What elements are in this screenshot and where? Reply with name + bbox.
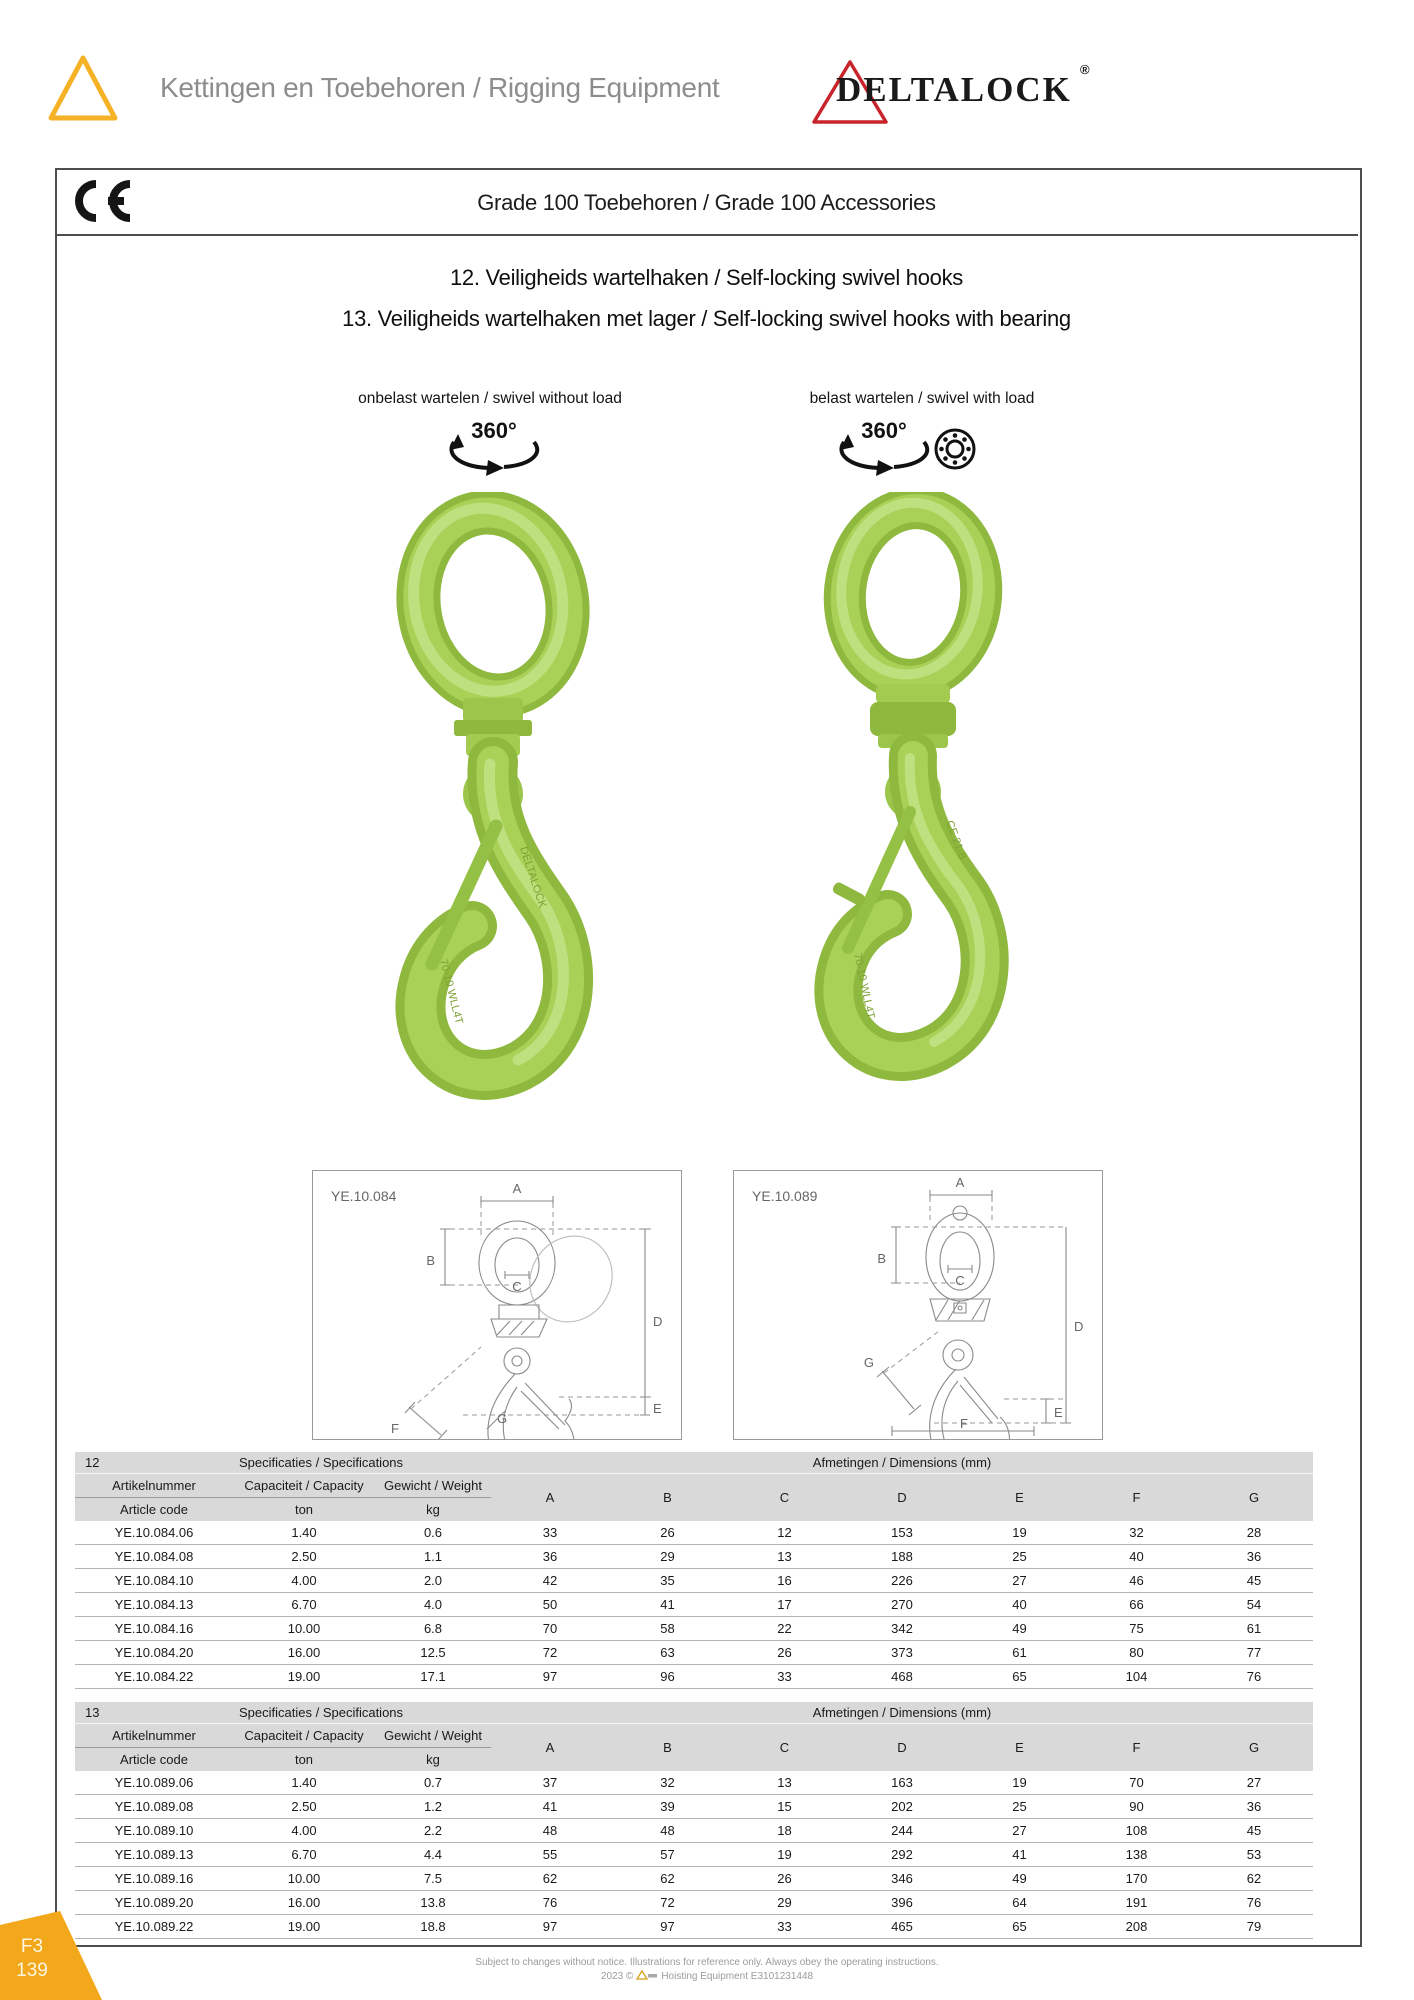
page-title: Kettingen en Toebehoren / Rigging Equipment [160, 72, 720, 103]
weight-cell: 13.8 [420, 1895, 446, 1910]
dim-e-cell: 25 [1012, 1549, 1027, 1564]
weight-cell: 4.0 [423, 1597, 443, 1612]
dim-b-cell: 62 [660, 1871, 675, 1886]
col-header-g: G [1195, 1724, 1313, 1772]
table-row [75, 1521, 1313, 1545]
dim-d-cell: 468 [891, 1669, 913, 1684]
capacity-cell: 16.00 [287, 1895, 321, 1910]
dim-c-cell: 29 [777, 1895, 792, 1910]
svg-text:D: D [1074, 1319, 1084, 1334]
dim-d-cell: 396 [891, 1895, 913, 1910]
dim-f-cell: 104 [1125, 1669, 1148, 1684]
dim-g-cell: 36 [1246, 1799, 1262, 1814]
table-row [75, 1593, 1313, 1617]
svg-text:D: D [653, 1314, 663, 1329]
dim-b-cell: 63 [660, 1645, 675, 1660]
dim-e-cell: 27 [1012, 1823, 1027, 1838]
dim-e-cell: 25 [1012, 1799, 1027, 1814]
article-code-cell: YE.10.084.22 [114, 1669, 194, 1684]
section-title-13: 13. Veiligheids wartelhaken met lager / Self-locking swivel hooks with bearing [342, 306, 1071, 331]
hook-marking: 70-10 WLL4T [851, 952, 877, 1020]
table-row [75, 1641, 1313, 1665]
dim-b-cell: 58 [660, 1621, 675, 1636]
article-code-cell: YE.10.084.13 [114, 1597, 194, 1612]
table-row [75, 1569, 1313, 1593]
dim-a-cell: 48 [542, 1823, 558, 1838]
dim-b-cell: 35 [660, 1573, 675, 1588]
dim-b-cell: 96 [660, 1669, 675, 1684]
footer-brand-logo [636, 1970, 658, 1981]
hook-marking: 70-10 WLL4T [437, 957, 465, 1026]
dim-d-cell: 270 [891, 1597, 913, 1612]
capacity-cell: 16.00 [287, 1645, 321, 1660]
rotation-360-icon [828, 416, 940, 478]
svg-text:C: C [955, 1273, 965, 1288]
dim-c-cell: 26 [777, 1645, 792, 1660]
dim-d-cell: 226 [891, 1573, 913, 1588]
weight-cell: 17.1 [420, 1669, 446, 1684]
article-code-cell: YE.10.089.13 [114, 1847, 194, 1862]
dim-e-cell: 64 [1012, 1895, 1027, 1910]
brand-name: DELTALOCK [836, 70, 1072, 109]
dim-f-cell: 108 [1125, 1823, 1148, 1838]
dim-c-cell: 33 [777, 1919, 792, 1934]
capacity-cell: 10.00 [287, 1621, 321, 1636]
spec-header: Specificaties / Specifications [233, 1452, 491, 1474]
article-code-cell: YE.10.084.06 [114, 1525, 194, 1540]
dim-g-cell: 53 [1246, 1847, 1262, 1862]
col-header-b: B [609, 1724, 726, 1772]
col-header-g: G [1195, 1474, 1313, 1522]
diagram-ye10084 [312, 1170, 682, 1440]
table-row [75, 1617, 1313, 1641]
svg-text:A: A [955, 1175, 965, 1190]
article-code-cell: YE.10.084.16 [114, 1621, 194, 1636]
svg-text:E: E [653, 1401, 662, 1416]
grade-title: Grade 100 Toebehoren / Grade 100 Accessories [477, 190, 936, 215]
col-header-e: E [961, 1474, 1078, 1522]
spec-header: Specificaties / Specifications [233, 1702, 491, 1724]
capacity-cell: 1.40 [291, 1525, 317, 1540]
dim-f-cell: 170 [1125, 1871, 1148, 1886]
dim-f-cell: 32 [1129, 1525, 1144, 1540]
dim-e-cell: 19 [1012, 1525, 1027, 1540]
dim-b-cell: 48 [660, 1823, 675, 1838]
swivel-label-left: onbelast wartelen / swivel without load [358, 390, 622, 407]
svg-text:A: A [512, 1181, 522, 1196]
swivel-hook-photo [368, 492, 620, 1132]
rotation-360-icon [438, 416, 550, 478]
swivel-hook-bearing-photo [788, 492, 1040, 1122]
col-subheader: ton [233, 1498, 375, 1522]
capacity-cell: 19.00 [287, 1919, 321, 1934]
dim-c-cell: 15 [777, 1799, 792, 1814]
bearing-icon [932, 426, 978, 472]
hook-marking: DELTALOCK [517, 845, 549, 910]
col-header: Capaciteit / Capacity [233, 1474, 375, 1498]
dim-f-cell: 70 [1129, 1775, 1144, 1790]
svg-text:F: F [960, 1416, 968, 1431]
dim-e-cell: 49 [1012, 1871, 1027, 1886]
col-header-f: F [1078, 1474, 1195, 1522]
weight-cell: 6.8 [423, 1621, 443, 1636]
dim-g-cell: 45 [1246, 1573, 1262, 1588]
dim-f-cell: 66 [1129, 1597, 1144, 1612]
col-header: Artikelnummer [75, 1724, 233, 1748]
dim-g-cell: 54 [1246, 1597, 1262, 1612]
article-code-cell: YE.10.089.16 [114, 1871, 194, 1886]
dim-a-cell: 62 [542, 1871, 558, 1886]
dim-a-cell: 36 [542, 1549, 558, 1564]
col-header: Capaciteit / Capacity [233, 1724, 375, 1748]
capacity-cell: 10.00 [287, 1871, 321, 1886]
dim-a-cell: 97 [542, 1919, 558, 1934]
col-subheader: Article code [75, 1498, 233, 1522]
capacity-cell: 6.70 [291, 1597, 317, 1612]
spec-table-13 [75, 1702, 1313, 1939]
yellow-triangle-logo [46, 52, 120, 124]
col-header-b: B [609, 1474, 726, 1522]
dim-c-cell: 13 [777, 1775, 792, 1790]
article-code-cell: YE.10.084.10 [114, 1573, 194, 1588]
col-subheader: kg [375, 1748, 491, 1772]
dim-f-cell: 75 [1129, 1621, 1144, 1636]
dim-d-cell: 292 [891, 1847, 913, 1862]
article-code-cell: YE.10.089.08 [114, 1799, 194, 1814]
dim-a-cell: 55 [542, 1847, 558, 1862]
diagram-ye10089 [733, 1170, 1103, 1440]
dim-f-cell: 191 [1125, 1895, 1148, 1910]
footer-copyright: 2023 © Hoisting Equipment E3101231448 [600, 1971, 814, 1982]
capacity-cell: 6.70 [291, 1847, 317, 1862]
dimensions-header: Afmetingen / Dimensions (mm) [491, 1702, 1313, 1724]
section-title-12: 12. Veiligheids wartelhaken / Self-locking swivel hooks [449, 265, 963, 290]
col-subheader: kg [375, 1498, 491, 1522]
capacity-cell: 4.00 [291, 1573, 317, 1588]
table-row [75, 1795, 1313, 1819]
col-header-c: C [726, 1474, 843, 1522]
dim-b-cell: 57 [660, 1847, 675, 1862]
dim-g-cell: 36 [1246, 1549, 1262, 1564]
dim-f-cell: 80 [1129, 1645, 1144, 1660]
svg-text:360°: 360° [471, 418, 517, 443]
weight-cell: 0.6 [423, 1525, 443, 1540]
dim-g-cell: 45 [1246, 1823, 1262, 1838]
article-code-cell: YE.10.084.20 [114, 1645, 194, 1660]
dim-c-cell: 17 [777, 1597, 792, 1612]
dim-a-cell: 70 [542, 1621, 558, 1636]
col-header-f: F [1078, 1724, 1195, 1772]
dim-a-cell: 50 [542, 1597, 558, 1612]
dim-g-cell: 62 [1246, 1871, 1262, 1886]
dim-d-cell: 153 [891, 1525, 913, 1540]
weight-cell: 1.1 [423, 1549, 443, 1564]
weight-cell: 0.7 [423, 1775, 443, 1790]
weight-cell: 12.5 [420, 1645, 446, 1660]
table-row [75, 1771, 1313, 1795]
dim-d-cell: 373 [891, 1645, 913, 1660]
table-number: 13 [75, 1702, 233, 1724]
dim-b-cell: 72 [660, 1895, 675, 1910]
dimensions-header: Afmetingen / Dimensions (mm) [491, 1452, 1313, 1474]
dim-a-cell: 72 [542, 1645, 558, 1660]
dim-c-cell: 12 [777, 1525, 792, 1540]
registered-mark: ® [1080, 62, 1090, 77]
dim-b-cell: 32 [660, 1775, 675, 1790]
weight-cell: 2.2 [423, 1823, 443, 1838]
dim-c-cell: 18 [777, 1823, 792, 1838]
svg-text:B: B [426, 1253, 435, 1268]
article-code-cell: YE.10.089.20 [114, 1895, 194, 1910]
diagram-code: YE.10.084 [331, 1188, 397, 1204]
page-section-code: F3 [20, 1936, 44, 1957]
dim-g-cell: 76 [1246, 1669, 1262, 1684]
weight-cell: 7.5 [423, 1871, 443, 1886]
dim-e-cell: 27 [1012, 1573, 1027, 1588]
dim-f-cell: 90 [1129, 1799, 1144, 1814]
svg-text:G: G [497, 1411, 508, 1426]
col-header: Artikelnummer [75, 1474, 233, 1498]
capacity-cell: 4.00 [291, 1823, 317, 1838]
diagram-code: YE.10.089 [752, 1188, 818, 1204]
dim-a-cell: 41 [542, 1799, 558, 1814]
svg-text:G: G [863, 1355, 874, 1370]
dim-g-cell: 77 [1246, 1645, 1262, 1660]
table-row [75, 1545, 1313, 1569]
dim-c-cell: 19 [777, 1847, 792, 1862]
weight-cell: 4.4 [423, 1847, 443, 1862]
table-row [75, 1915, 1313, 1939]
dim-e-cell: 19 [1012, 1775, 1027, 1790]
capacity-cell: 2.50 [291, 1799, 317, 1814]
svg-text:360°: 360° [861, 418, 907, 443]
dim-e-cell: 49 [1012, 1621, 1027, 1636]
deltalock-logo [808, 56, 1108, 126]
footer-disclaimer: Subject to changes without notice. Illustrations for reference only. Always obey the operating instructions. [475, 1957, 939, 1968]
dim-d-cell: 342 [891, 1621, 913, 1636]
dim-f-cell: 40 [1129, 1549, 1144, 1564]
dim-f-cell: 46 [1129, 1573, 1144, 1588]
col-header-a: A [491, 1724, 609, 1772]
weight-cell: 2.0 [423, 1573, 443, 1588]
dim-a-cell: 33 [542, 1525, 558, 1540]
dim-e-cell: 65 [1012, 1919, 1027, 1934]
table-row [75, 1891, 1313, 1915]
hook-marking: CE 21-8 [943, 818, 969, 861]
article-code-cell: YE.10.089.06 [114, 1775, 194, 1790]
dim-e-cell: 65 [1012, 1669, 1027, 1684]
capacity-cell: 1.40 [291, 1775, 317, 1790]
dim-c-cell: 33 [777, 1669, 792, 1684]
svg-text:B: B [877, 1251, 886, 1266]
dim-a-cell: 97 [542, 1669, 558, 1684]
svg-text:C: C [512, 1279, 522, 1294]
article-code-cell: YE.10.089.22 [114, 1919, 194, 1934]
dim-a-cell: 42 [542, 1573, 558, 1588]
table-row [75, 1843, 1313, 1867]
dim-b-cell: 41 [660, 1597, 675, 1612]
dim-b-cell: 26 [660, 1525, 675, 1540]
dim-d-cell: 346 [891, 1871, 913, 1886]
page-number: 139 [16, 1960, 48, 1981]
weight-cell: 18.8 [420, 1919, 446, 1934]
article-code-cell: YE.10.089.10 [114, 1823, 194, 1838]
dim-d-cell: 202 [891, 1799, 913, 1814]
dim-d-cell: 465 [891, 1919, 913, 1934]
capacity-cell: 19.00 [287, 1669, 321, 1684]
table-row [75, 1867, 1313, 1891]
dim-d-cell: 188 [891, 1549, 913, 1564]
dim-e-cell: 61 [1012, 1645, 1027, 1660]
col-header-c: C [726, 1724, 843, 1772]
col-header: Gewicht / Weight [375, 1474, 491, 1498]
svg-text:E: E [1054, 1405, 1063, 1420]
dim-e-cell: 41 [1012, 1847, 1027, 1862]
article-code-cell: YE.10.084.08 [114, 1549, 194, 1564]
dim-g-cell: 28 [1246, 1525, 1262, 1540]
svg-text:F: F [391, 1421, 399, 1436]
dim-c-cell: 26 [777, 1871, 792, 1886]
table-row [75, 1819, 1313, 1843]
dim-g-cell: 76 [1246, 1895, 1262, 1910]
capacity-cell: 2.50 [291, 1549, 317, 1564]
dim-c-cell: 22 [777, 1621, 792, 1636]
dim-g-cell: 61 [1246, 1621, 1262, 1636]
spec-table-12 [75, 1452, 1313, 1689]
col-subheader: ton [233, 1748, 375, 1772]
dim-b-cell: 39 [660, 1799, 675, 1814]
table-number: 12 [75, 1452, 233, 1474]
dim-c-cell: 13 [777, 1549, 792, 1564]
col-subheader: Article code [75, 1748, 233, 1772]
dim-e-cell: 40 [1012, 1597, 1027, 1612]
col-header-a: A [491, 1474, 609, 1522]
dim-b-cell: 29 [660, 1549, 675, 1564]
table-row [75, 1665, 1313, 1689]
dim-g-cell: 79 [1246, 1919, 1262, 1934]
dim-b-cell: 97 [660, 1919, 675, 1934]
col-header-e: E [961, 1724, 1078, 1772]
col-header-d: D [843, 1474, 961, 1522]
dim-f-cell: 138 [1125, 1847, 1148, 1862]
dim-a-cell: 76 [542, 1895, 558, 1910]
dim-d-cell: 163 [891, 1775, 913, 1790]
dim-d-cell: 244 [891, 1823, 913, 1838]
dim-c-cell: 16 [777, 1573, 792, 1588]
swivel-label-right: belast wartelen / swivel with load [809, 390, 1035, 407]
dim-a-cell: 37 [542, 1775, 558, 1790]
col-header-d: D [843, 1724, 961, 1772]
dim-f-cell: 208 [1125, 1919, 1148, 1934]
weight-cell: 1.2 [423, 1799, 443, 1814]
col-header: Gewicht / Weight [375, 1724, 491, 1748]
dim-g-cell: 27 [1246, 1775, 1262, 1790]
